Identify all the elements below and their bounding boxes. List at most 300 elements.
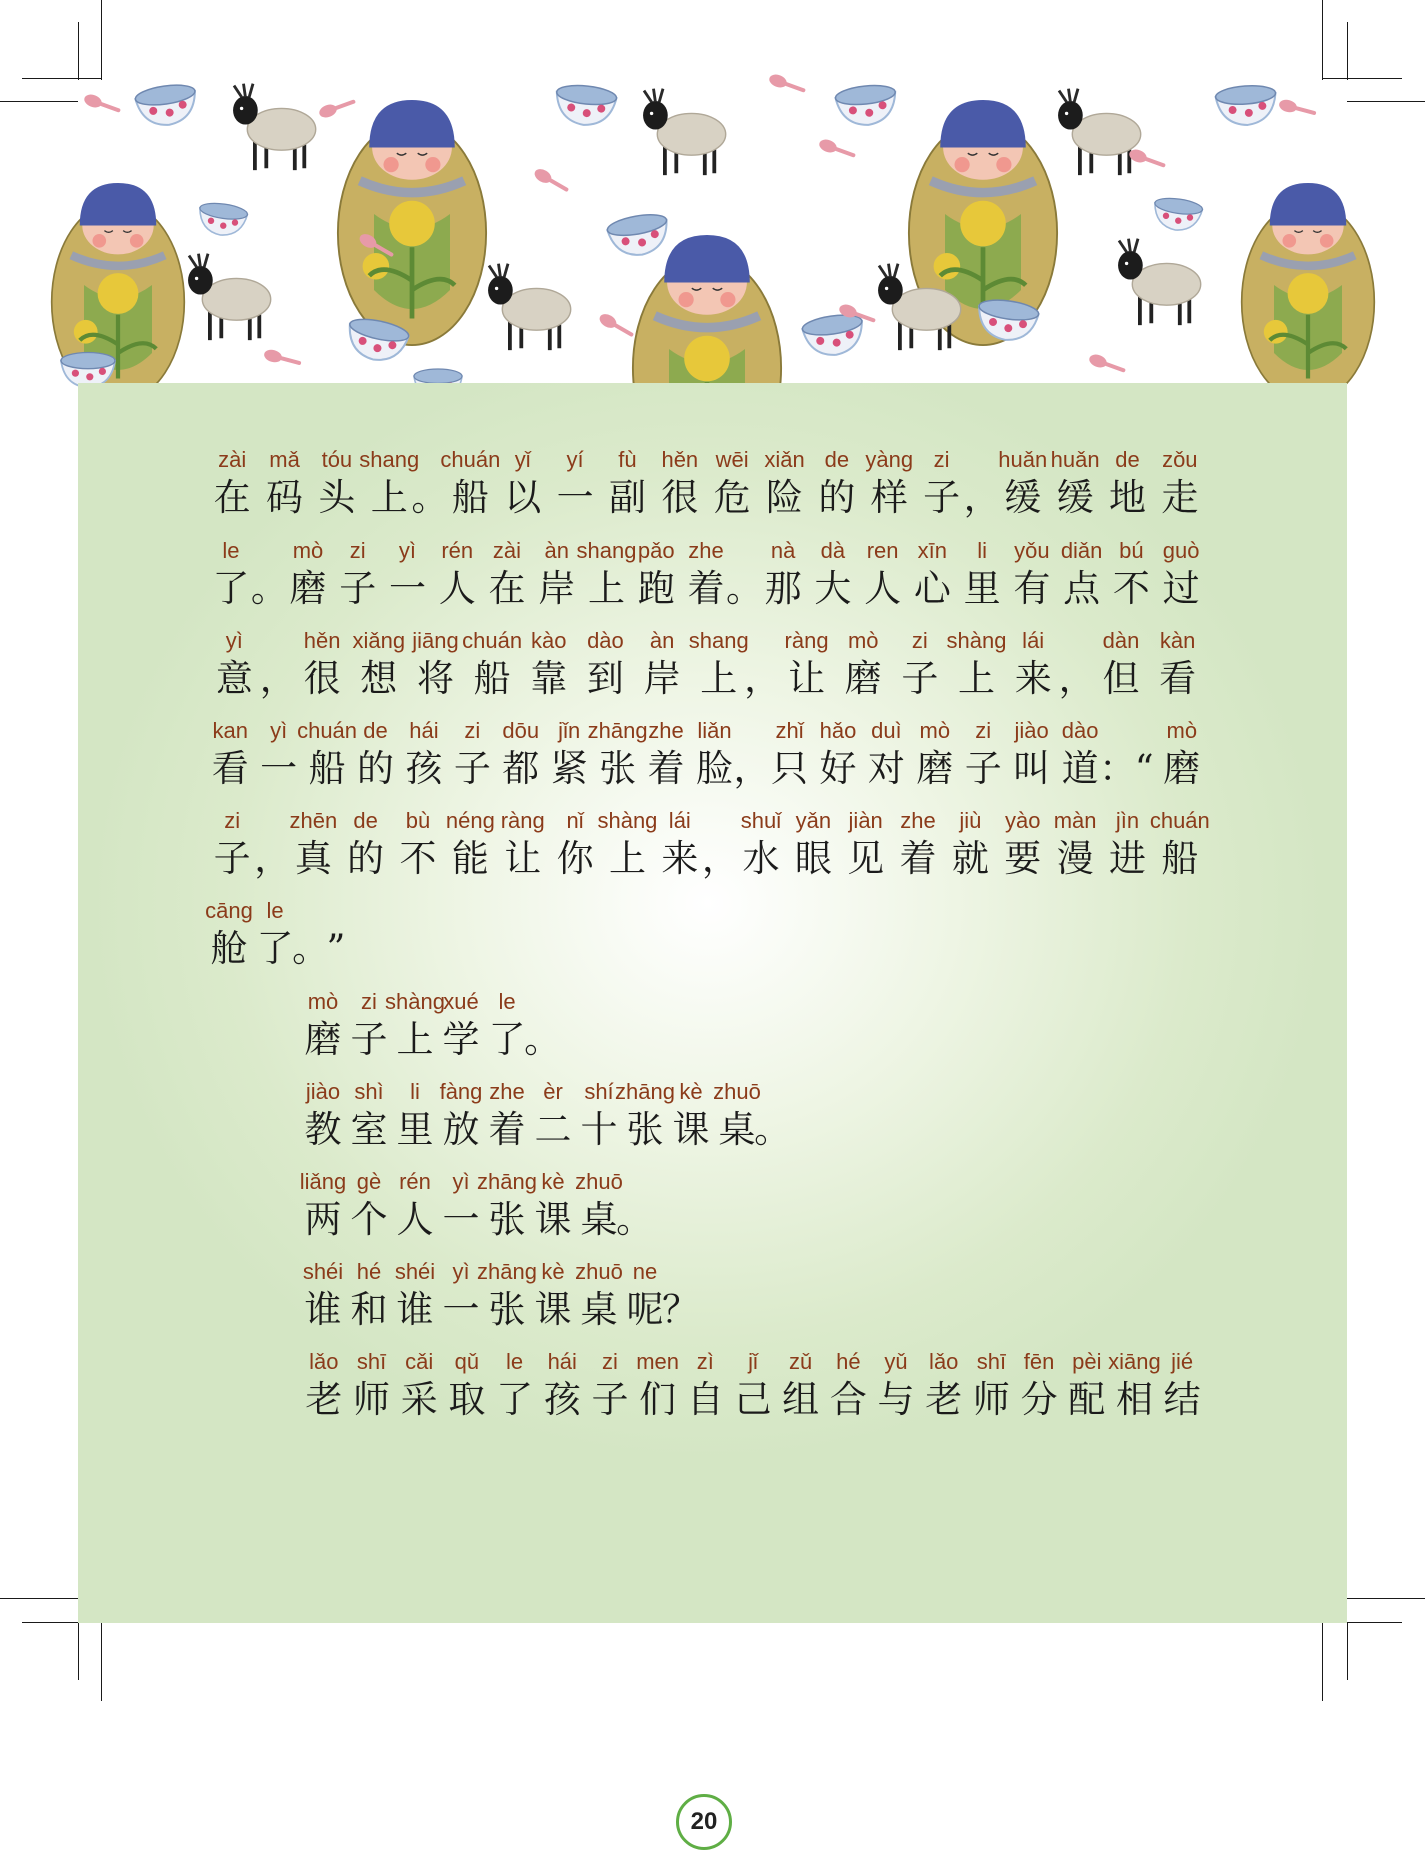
sheep-icon — [643, 89, 726, 175]
hanzi-character: 岸 — [538, 567, 576, 610]
pinyin: zhe — [688, 538, 724, 563]
punctuation: ， — [963, 476, 1001, 519]
pinyin: hé — [356, 1259, 382, 1284]
pinyin: fēn — [1023, 1349, 1055, 1374]
pinyin: pèi — [1072, 1349, 1102, 1374]
hanzi-character: 一 — [260, 747, 298, 790]
pinyin: zi — [361, 989, 377, 1014]
hanzi-character: 孩 — [543, 1378, 581, 1421]
pinyin: kè — [541, 1259, 565, 1284]
pinyin: xiǎng — [352, 628, 406, 653]
hanzi-character: 子 — [964, 747, 1002, 790]
punctuation: ： — [1099, 747, 1137, 790]
pinyin: de — [353, 808, 378, 833]
pinyin: chuán — [462, 628, 523, 653]
hanzi-character: 很 — [661, 476, 699, 519]
punctuation: ， — [701, 837, 739, 880]
hanzi-character: 上 — [608, 837, 646, 880]
pinyin: zhāng — [587, 718, 648, 743]
pinyin: zài — [218, 447, 247, 472]
sheep-icon — [1058, 89, 1141, 175]
hanzi-character: 都 — [502, 747, 540, 790]
pinyin: hái — [409, 718, 439, 743]
text-line — [206, 628, 1206, 708]
pinyin: jìn — [1115, 808, 1140, 833]
punctuation: 。 — [411, 476, 449, 519]
pinyin: shuǐ — [740, 808, 782, 833]
pinyin: le — [222, 538, 240, 563]
spoon-icon — [82, 92, 122, 116]
hanzi-character: 桌 — [718, 1108, 756, 1151]
bowl-icon — [197, 201, 249, 239]
hanzi-character: 要 — [1004, 837, 1042, 880]
hanzi-character: 将 — [416, 657, 454, 700]
hanzi-character: 结 — [1163, 1378, 1201, 1421]
hanzi-character: 师 — [353, 1378, 391, 1421]
pinyin: zǔ — [789, 1349, 813, 1374]
pinyin: dào — [1061, 718, 1099, 743]
pinyin: zhuō — [575, 1169, 623, 1194]
pinyin: lǎo — [309, 1349, 339, 1374]
pinyin: zhāng — [477, 1259, 537, 1284]
hanzi-character: 着 — [899, 837, 937, 880]
pinyin: pǎo — [637, 538, 675, 563]
pinyin: zi — [911, 628, 928, 653]
hanzi-character: 了 — [488, 1018, 526, 1061]
pinyin: yàng — [865, 447, 914, 472]
hanzi-character: 学 — [442, 1018, 480, 1061]
pinyin: xiāng — [1108, 1349, 1161, 1374]
pinyin: nà — [770, 538, 796, 563]
pinyin: dà — [820, 538, 846, 563]
pinyin: yì — [398, 538, 417, 563]
hanzi-character: 来 — [661, 837, 699, 880]
hanzi-character: 岸 — [643, 657, 681, 700]
spoon-icon — [597, 311, 636, 340]
hanzi-character: 眼 — [794, 837, 832, 880]
punctuation: ， — [733, 747, 771, 790]
pinyin: chuán — [440, 447, 501, 472]
hanzi-character: 但 — [1102, 657, 1140, 700]
hanzi-character: 来 — [1014, 657, 1052, 700]
hanzi-character: 一 — [442, 1288, 480, 1331]
hanzi-character: 课 — [534, 1288, 572, 1331]
crop-mark — [0, 1598, 78, 1599]
hanzi-character: 子 — [213, 837, 251, 880]
hanzi-character: 能 — [451, 837, 489, 880]
crop-mark — [0, 101, 78, 102]
pinyin: dàn — [1102, 628, 1140, 653]
hanzi-character: 张 — [599, 747, 637, 790]
hanzi-character: 看 — [211, 747, 249, 790]
text-line — [206, 718, 1206, 798]
hanzi-character: 船 — [1161, 837, 1199, 880]
hanzi-character: 船 — [451, 476, 489, 519]
pinyin: de — [363, 718, 388, 743]
punctuation: 。 — [754, 1108, 792, 1151]
hanzi-character: 磨 — [844, 657, 882, 700]
punctuation: ， — [744, 657, 782, 700]
pinyin: néng — [445, 808, 495, 833]
punctuation: ” — [326, 927, 346, 970]
pinyin: zhāng — [615, 1079, 675, 1104]
pinyin: huǎn — [1050, 447, 1100, 472]
pinyin: yì — [452, 1259, 470, 1284]
pinyin: hěn — [303, 628, 341, 653]
hanzi-character: 只 — [771, 747, 809, 790]
hanzi-character: 人 — [438, 567, 476, 610]
pinyin: zhe — [489, 1079, 525, 1104]
pinyin: de — [824, 447, 850, 472]
bowl-icon — [606, 211, 672, 260]
pinyin: shang — [359, 447, 420, 472]
illustration-banner — [78, 81, 1347, 383]
pinyin: zhǐ — [775, 718, 804, 743]
bowl-icon — [554, 83, 618, 128]
pinyin: lái — [1022, 628, 1045, 653]
hanzi-character: 有 — [1013, 567, 1051, 610]
pinyin: zhēn — [289, 808, 338, 833]
pinyin: bú — [1119, 538, 1144, 563]
hanzi-character: 着 — [687, 567, 725, 610]
hanzi-character: 课 — [534, 1198, 572, 1241]
pinyin: hé — [836, 1349, 861, 1374]
pinyin: zhe — [900, 808, 936, 833]
sheep-icon — [188, 254, 271, 340]
pinyin: bù — [405, 808, 431, 833]
page-number: 20 — [676, 1794, 732, 1850]
pinyin: le — [498, 989, 516, 1014]
pinyin: lǎo — [929, 1349, 959, 1374]
pinyin: men — [636, 1349, 680, 1374]
hanzi-character: 桌 — [580, 1288, 618, 1331]
pinyin: zhuō — [713, 1079, 761, 1104]
pinyin: liǎn — [697, 718, 732, 743]
text-line — [300, 1079, 820, 1159]
pinyin: hěn — [661, 447, 699, 472]
hanzi-character: 张 — [488, 1288, 526, 1331]
hanzi-character: 进 — [1108, 837, 1146, 880]
hanzi-character: 呢 — [626, 1288, 664, 1331]
pinyin: yǐ — [514, 447, 531, 472]
hanzi-character: 大 — [814, 567, 852, 610]
hanzi-character: 着 — [647, 747, 685, 790]
hanzi-character: 码 — [266, 476, 304, 519]
crop-mark — [1347, 1598, 1425, 1599]
hanzi-character: 室 — [350, 1108, 388, 1151]
pinyin: yí — [566, 447, 584, 472]
hanzi-character: 那 — [764, 567, 802, 610]
pinyin: qǔ — [454, 1349, 480, 1374]
hanzi-character: 子 — [923, 476, 961, 519]
punctuation: 。 — [616, 1198, 654, 1241]
hanzi-character: 危 — [713, 476, 751, 519]
hanzi-character: 和 — [350, 1288, 388, 1331]
hanzi-character: 不 — [399, 837, 437, 880]
hanzi-character: 子 — [591, 1378, 629, 1421]
text-line — [300, 1349, 1206, 1429]
hanzi-character: 谁 — [304, 1288, 342, 1331]
crop-mark — [78, 1622, 79, 1680]
pinyin: zì — [696, 1349, 714, 1374]
punctuation: 。 — [292, 927, 330, 970]
hanzi-character: 放 — [442, 1108, 480, 1151]
hanzi-character: 意 — [215, 657, 253, 700]
hanzi-character: 两 — [304, 1198, 342, 1241]
pinyin: yì — [225, 628, 243, 653]
hanzi-character: 相 — [1115, 1378, 1153, 1421]
hanzi-character: 二 — [534, 1108, 572, 1151]
bowl-icon — [801, 312, 866, 359]
crop-mark — [78, 22, 79, 80]
hanzi-character: 一 — [442, 1198, 480, 1241]
pinyin: guò — [1162, 538, 1200, 563]
hanzi-character: 副 — [608, 476, 646, 519]
hanzi-character: 脸 — [695, 747, 733, 790]
pinyin: chuán — [297, 718, 358, 743]
pinyin: yǒu — [1014, 538, 1050, 563]
hanzi-character: 舱 — [210, 927, 248, 970]
pinyin: diǎn — [1060, 538, 1103, 563]
hanzi-character: 的 — [356, 747, 394, 790]
text-line — [206, 447, 1206, 527]
hanzi-character: 想 — [360, 657, 398, 700]
pinyin: jié — [1171, 1349, 1194, 1374]
pinyin: jǐ — [748, 1349, 758, 1374]
punctuation: ？ — [662, 1288, 700, 1331]
hanzi-character: 自 — [686, 1378, 724, 1421]
crop-mark — [1322, 78, 1402, 79]
pinyin: liǎng — [299, 1169, 347, 1194]
pinyin: èr — [543, 1079, 563, 1104]
spoon-icon — [317, 95, 357, 119]
hanzi-character: 人 — [864, 567, 902, 610]
pinyin: jiào — [1014, 718, 1049, 743]
hanzi-character: 缓 — [1004, 476, 1042, 519]
pinyin: li — [977, 538, 987, 563]
punctuation: ， — [1058, 657, 1096, 700]
hanzi-character: 到 — [586, 657, 624, 700]
pinyin: hǎo — [819, 718, 857, 743]
pinyin: li — [410, 1079, 420, 1104]
bowl-icon — [1152, 196, 1204, 234]
hanzi-character: 对 — [867, 747, 905, 790]
pinyin: shī — [356, 1349, 387, 1374]
crop-mark — [1347, 101, 1425, 102]
hanzi-character: 课 — [672, 1108, 710, 1151]
hanzi-character: 老 — [305, 1378, 343, 1421]
crop-mark — [101, 0, 102, 80]
hanzi-character: 点 — [1063, 567, 1101, 610]
pinyin: gè — [356, 1169, 382, 1194]
hanzi-character: 里 — [963, 567, 1001, 610]
hanzi-character: 取 — [448, 1378, 486, 1421]
pinyin: shàng — [597, 808, 658, 833]
hanzi-character: 子 — [901, 657, 939, 700]
hanzi-character: 险 — [766, 476, 804, 519]
pinyin: kàn — [1159, 628, 1196, 653]
pinyin: lái — [668, 808, 691, 833]
punctuation: ， — [254, 837, 292, 880]
pinyin: fù — [618, 447, 637, 472]
book-page — [78, 81, 1347, 1835]
pinyin: zi — [975, 718, 992, 743]
pinyin: shì — [354, 1079, 384, 1104]
pinyin: yào — [1005, 808, 1041, 833]
pinyin: jiù — [959, 808, 982, 833]
hanzi-character: 让 — [788, 657, 826, 700]
hanzi-character: 个 — [350, 1198, 388, 1241]
pinyin: fàng — [439, 1079, 483, 1104]
hanzi-character: 看 — [1159, 657, 1197, 700]
sheep-icon — [488, 264, 571, 350]
hanzi-character: 教 — [304, 1108, 342, 1151]
hanzi-character: 分 — [1020, 1378, 1058, 1421]
hanzi-character: 上 — [958, 657, 996, 700]
hanzi-character: 里 — [396, 1108, 434, 1151]
pinyin: àn — [649, 628, 675, 653]
hanzi-character: 与 — [877, 1378, 915, 1421]
pinyin: xué — [443, 989, 479, 1014]
hanzi-character: 道 — [1061, 747, 1099, 790]
hanzi-character: 子 — [350, 1018, 388, 1061]
hanzi-character: 己 — [734, 1378, 772, 1421]
hanzi-character: 桌 — [580, 1198, 618, 1241]
hanzi-character: 见 — [847, 837, 885, 880]
hanzi-character: 真 — [294, 837, 332, 880]
crop-mark — [1322, 0, 1323, 80]
crop-mark — [1347, 1622, 1348, 1680]
pinyin: cǎi — [405, 1349, 434, 1374]
pinyin: huǎn — [998, 447, 1048, 472]
hanzi-character: 着 — [488, 1108, 526, 1151]
pinyin: jǐn — [558, 718, 581, 743]
pinyin: mò — [847, 628, 879, 653]
pinyin: ne — [632, 1259, 658, 1284]
pinyin: mò — [307, 989, 339, 1014]
spoon-icon — [1278, 98, 1318, 119]
hanzi-character: 叫 — [1013, 747, 1051, 790]
pinyin: yì — [452, 1169, 470, 1194]
text-line — [300, 989, 580, 1069]
hanzi-character: 配 — [1068, 1378, 1106, 1421]
bowl-icon — [1215, 84, 1278, 127]
pinyin: ràng — [784, 628, 829, 653]
hanzi-character: 们 — [639, 1378, 677, 1421]
hanzi-character: 张 — [488, 1198, 526, 1241]
pinyin: xīn — [917, 538, 948, 563]
pinyin: de — [1115, 447, 1140, 472]
pinyin: ren — [866, 538, 899, 563]
hanzi-character: 谁 — [396, 1288, 434, 1331]
hanzi-character: 孩 — [405, 747, 443, 790]
spoon-icon — [817, 137, 857, 161]
pinyin: kào — [531, 628, 567, 653]
pinyin: hái — [547, 1349, 577, 1374]
crop-mark — [22, 78, 102, 79]
pinyin: wēi — [715, 447, 749, 472]
hanzi-character: 就 — [951, 837, 989, 880]
pinyin: shang — [688, 628, 749, 653]
hanzi-character: 好 — [819, 747, 857, 790]
hanzi-character: 了 — [212, 567, 250, 610]
hanzi-character: 上 — [587, 567, 625, 610]
baby-doll-icon — [338, 100, 486, 345]
pinyin: le — [506, 1349, 524, 1374]
pinyin: jiào — [305, 1079, 341, 1104]
hanzi-character: 一 — [388, 567, 426, 610]
punctuation: 。 — [524, 1018, 562, 1061]
hanzi-character: 的 — [347, 837, 385, 880]
hanzi-character: 了 — [496, 1378, 534, 1421]
hanzi-character: 漫 — [1056, 837, 1094, 880]
pinyin: mǎ — [269, 447, 300, 472]
text-line — [206, 538, 1206, 618]
pinyin: shàng — [385, 989, 445, 1014]
pinyin: mò — [1166, 718, 1198, 743]
pinyin: xiǎn — [764, 447, 805, 472]
spoon-icon — [767, 72, 807, 96]
pinyin: mò — [919, 718, 951, 743]
pattern-illustration — [78, 81, 1347, 383]
pinyin: kè — [541, 1169, 565, 1194]
pinyin: ràng — [500, 808, 545, 833]
pinyin: tóu — [321, 447, 353, 472]
hanzi-character: 上 — [370, 476, 408, 519]
hanzi-character: 合 — [829, 1378, 867, 1421]
crop-mark — [1347, 22, 1348, 80]
pinyin: dào — [587, 628, 624, 653]
pinyin: mò — [292, 538, 324, 563]
hanzi-character: 头 — [318, 476, 356, 519]
hanzi-character: 张 — [626, 1108, 664, 1151]
hanzi-character: 以 — [504, 476, 542, 519]
hanzi-character: 船 — [308, 747, 346, 790]
hanzi-character: 上 — [700, 657, 738, 700]
text-line — [205, 898, 346, 978]
pinyin: dōu — [502, 718, 540, 743]
hanzi-character: 上 — [396, 1018, 434, 1061]
hanzi-character: 子 — [339, 567, 377, 610]
pinyin: yǔ — [884, 1349, 908, 1374]
hanzi-character: 船 — [473, 657, 511, 700]
pinyin: shàng — [946, 628, 1007, 653]
punctuation: “ — [1134, 747, 1154, 790]
pinyin: shī — [976, 1349, 1007, 1374]
pinyin: rén — [399, 1169, 431, 1194]
spoon-icon — [1127, 147, 1167, 171]
hanzi-character: 你 — [556, 837, 594, 880]
pinyin: zhuō — [575, 1259, 623, 1284]
hanzi-character: 跑 — [637, 567, 675, 610]
spoon-icon — [263, 348, 303, 369]
pinyin: yǎn — [795, 808, 832, 833]
pinyin: zhāng — [477, 1169, 537, 1194]
hanzi-character: 的 — [818, 476, 856, 519]
spoon-icon — [1087, 352, 1127, 376]
hanzi-character: 老 — [925, 1378, 963, 1421]
text-line — [300, 1259, 720, 1339]
pinyin: zǒu — [1162, 447, 1198, 472]
hanzi-character: 不 — [1112, 567, 1150, 610]
hanzi-character: 过 — [1162, 567, 1200, 610]
hanzi-character: 让 — [504, 837, 542, 880]
hanzi-character: 样 — [870, 476, 908, 519]
pinyin: shí — [584, 1079, 614, 1104]
hanzi-character: 心 — [913, 567, 951, 610]
hanzi-character: 了 — [256, 927, 294, 970]
bowl-icon — [835, 83, 899, 128]
